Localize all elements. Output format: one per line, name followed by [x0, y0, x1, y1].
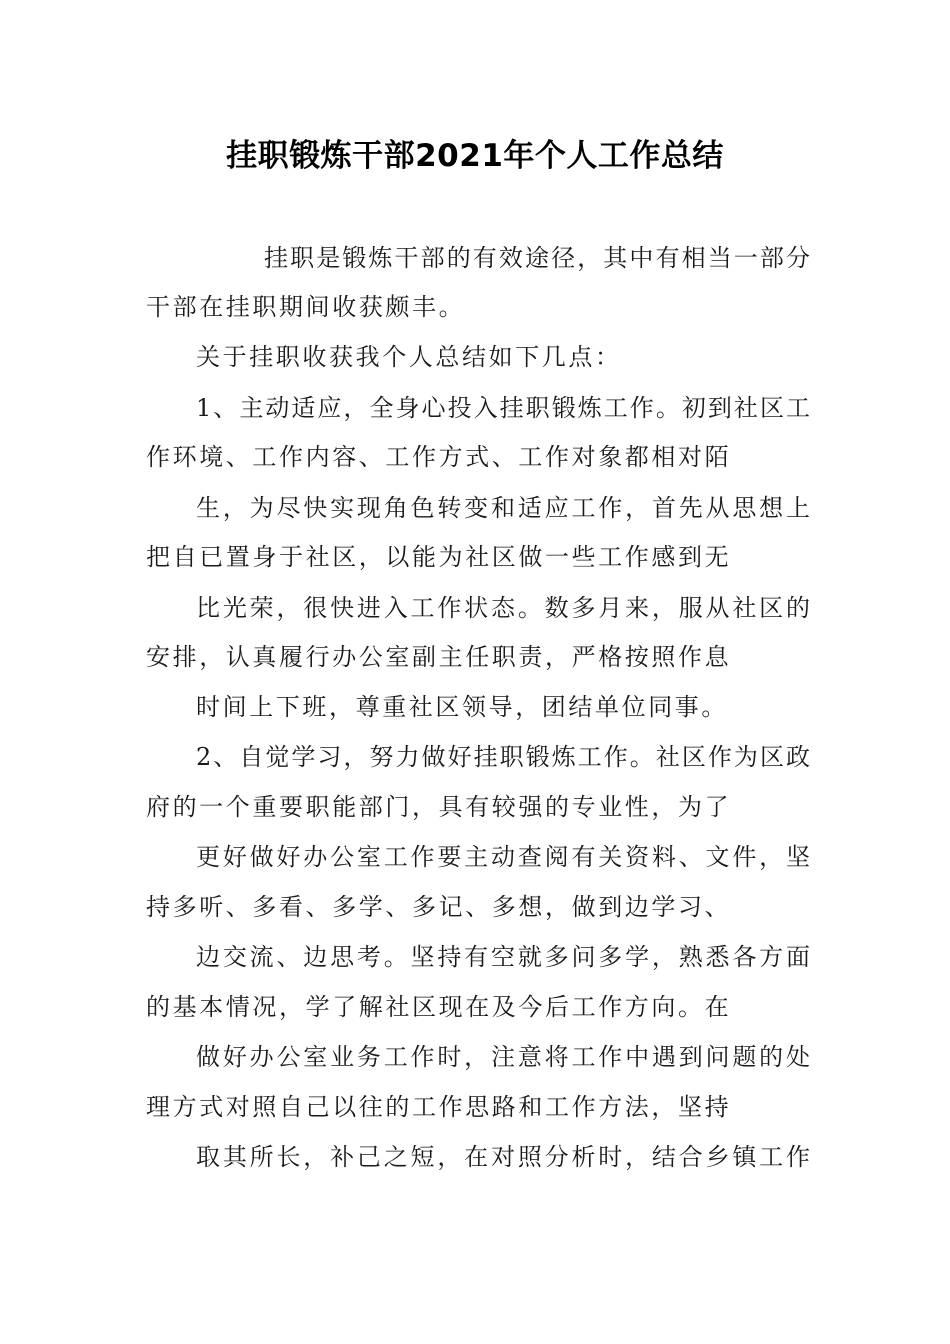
paragraph-line: 更好做好办公室工作要主动查阅有关资料、文件，坚: [196, 843, 810, 871]
paragraph-line: 安排，认真履行办公室副主任职责，严格按照作息: [146, 643, 732, 671]
paragraph-line: 边交流、边思考。坚持有空就多问多学，熟悉各方面: [196, 943, 810, 971]
paragraph-line: 1、主动适应，全身心投入挂职锻炼工作。初到社区工: [196, 394, 810, 422]
paragraph-line: 的基本情况，学了解社区现在及今后工作方向。在: [146, 993, 732, 1021]
paragraph-line: 挂职是锻炼干部的有效途径，其中有相当一部分: [264, 244, 810, 272]
paragraph-line: 作环境、工作内容、工作方式、工作对象都相对陌: [146, 443, 732, 471]
paragraph-line: 关于挂职收获我个人总结如下几点：: [196, 343, 622, 371]
paragraph-line: 做好办公室业务工作时，注意将工作中遇到问题的处: [196, 1043, 810, 1071]
paragraph-line: 取其所长，补己之短，在对照分析时，结合乡镇工作: [196, 1143, 810, 1171]
document-title: 挂职锻炼干部2021年个人工作总结: [226, 138, 724, 174]
paragraph-line: 时间上下班，尊重社区领导，团结单位同事。: [196, 693, 728, 721]
paragraph-line: 干部在挂职期间收获颇丰。: [146, 293, 466, 321]
paragraph-line: 府的一个重要职能部门，具有较强的专业性，为了: [146, 793, 732, 821]
paragraph-line: 比光荣，很快进入工作状态。数多月来，服从社区的: [196, 594, 810, 622]
paragraph-line: 理方式对照自己以往的工作思路和工作方法，坚持: [146, 1093, 732, 1121]
paragraph-line: 把自已置身于社区，以能为社区做一些工作感到无: [146, 543, 732, 571]
paragraph-line: 生，为尽快实现角色转变和适应工作，首先从思想上: [196, 494, 810, 522]
paragraph-line: 2、自觉学习，努力做好挂职锻炼工作。社区作为区政: [196, 743, 810, 771]
paragraph-line: 持多听、多看、多学、多记、多想，做到边学习、: [146, 893, 732, 921]
